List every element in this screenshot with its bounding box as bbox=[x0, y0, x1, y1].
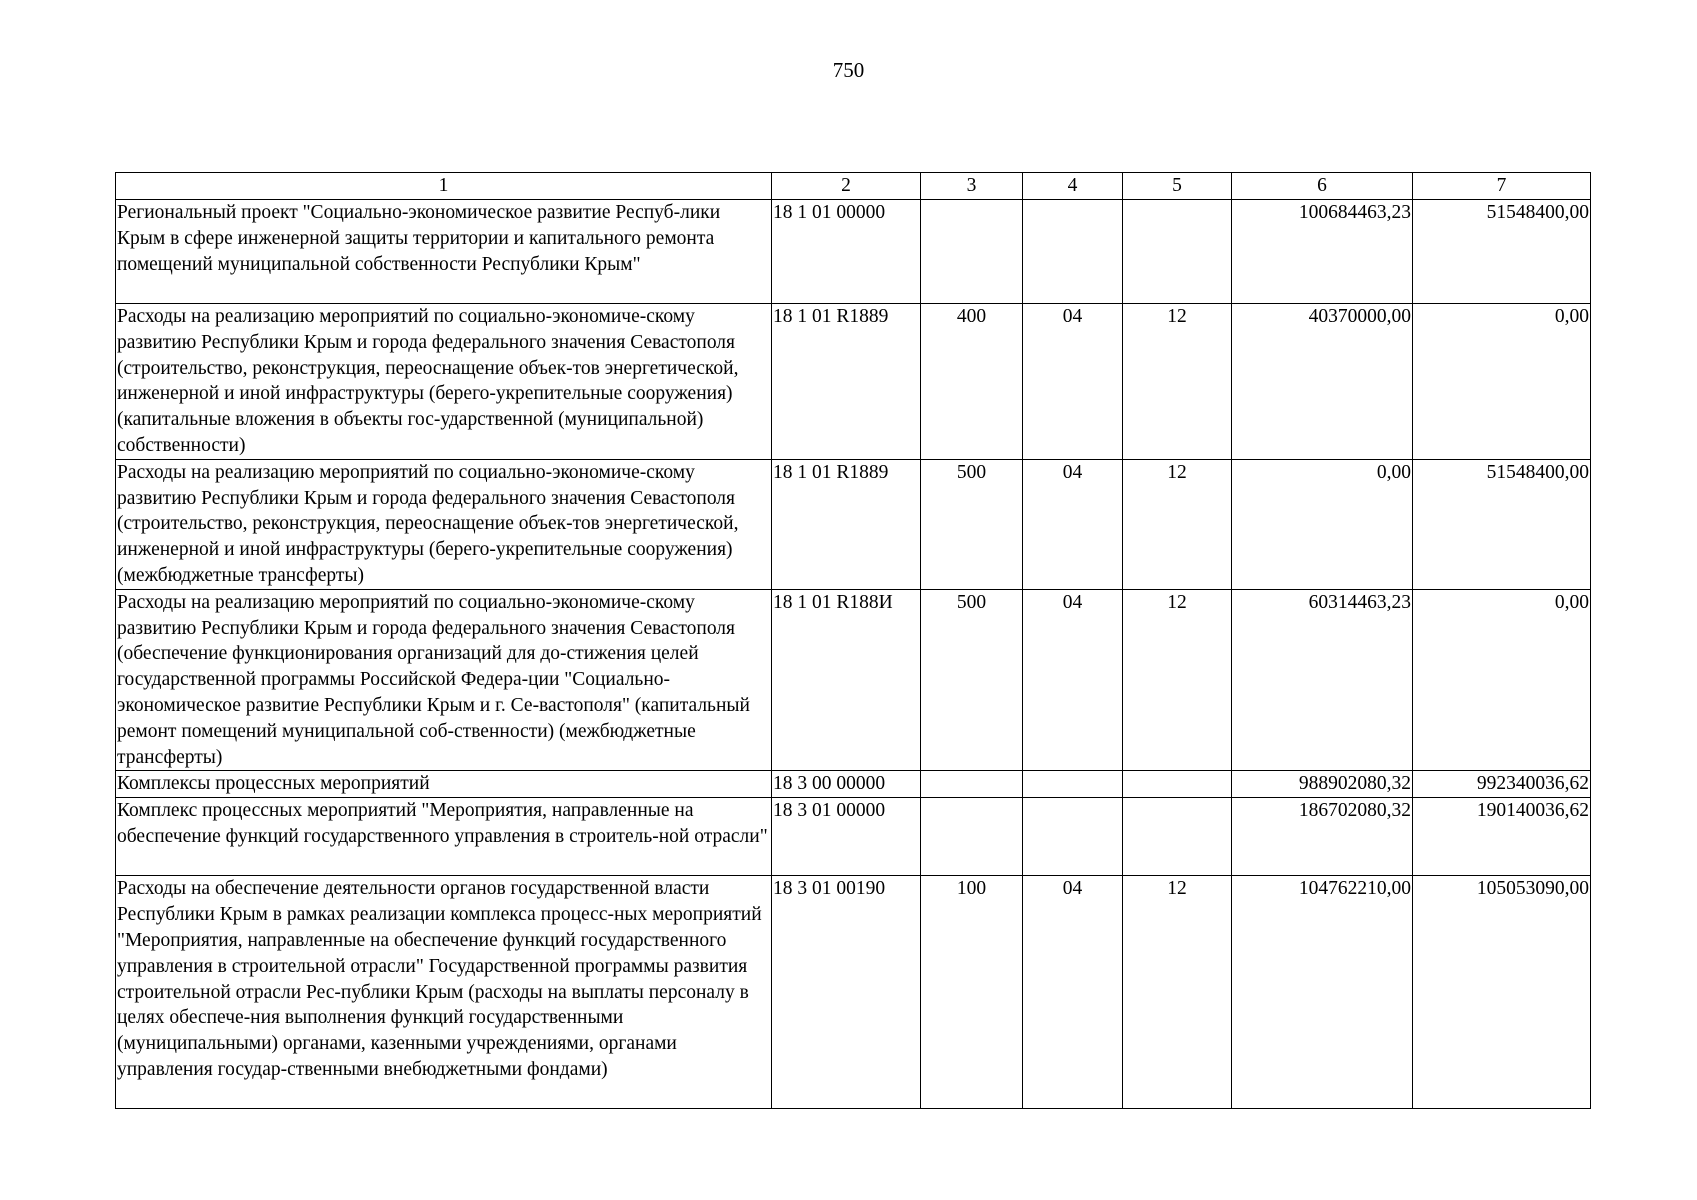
row-col3-cell: 500 bbox=[921, 459, 1023, 589]
row-col7-cell: 105053090,00 bbox=[1413, 876, 1591, 1109]
table-row bbox=[116, 798, 1591, 876]
row-col5-cell: 12 bbox=[1123, 304, 1232, 460]
table-header-row bbox=[116, 173, 1591, 200]
column-header: 5 bbox=[1123, 173, 1232, 200]
table-row bbox=[116, 200, 1591, 304]
column-header: 1 bbox=[116, 173, 772, 200]
row-code-cell: 18 3 01 00190 bbox=[772, 876, 921, 1109]
budget-table bbox=[115, 172, 1591, 1109]
row-col7-cell: 190140036,62 bbox=[1413, 798, 1591, 876]
row-col5-cell bbox=[1123, 200, 1232, 304]
row-col4-cell bbox=[1023, 200, 1123, 304]
row-col3-cell bbox=[921, 771, 1023, 798]
row-name-cell: Расходы на реализацию мероприятий по социально-экономиче-скому развитию Республики Крым и города федерального значения Севастополя (строительство, реконструкция, переоснащение объек-тов энергетической, инженерной и иной инфраструктуры (берего-укрепительные сооружения) (межбюджетные трансферты) bbox=[116, 459, 772, 589]
page-number: 750 bbox=[832, 58, 865, 82]
row-code-cell: 18 1 01 R1889 bbox=[772, 459, 921, 589]
row-code-cell: 18 1 01 R1889 bbox=[772, 304, 921, 460]
row-col6-cell: 60314463,23 bbox=[1232, 589, 1413, 771]
row-col7-cell: 51548400,00 bbox=[1413, 200, 1591, 304]
row-col6-cell: 186702080,32 bbox=[1232, 798, 1413, 876]
row-col7-cell: 0,00 bbox=[1413, 304, 1591, 460]
column-header: 6 bbox=[1232, 173, 1413, 200]
row-col5-cell bbox=[1123, 771, 1232, 798]
row-col4-cell: 04 bbox=[1023, 459, 1123, 589]
row-col5-cell: 12 bbox=[1123, 459, 1232, 589]
row-col3-cell bbox=[921, 200, 1023, 304]
row-col6-cell: 40370000,00 bbox=[1232, 304, 1413, 460]
row-col3-cell bbox=[921, 798, 1023, 876]
table-row bbox=[116, 876, 1591, 1109]
row-col3-cell: 400 bbox=[921, 304, 1023, 460]
row-col7-cell: 51548400,00 bbox=[1413, 459, 1591, 589]
row-col5-cell bbox=[1123, 798, 1232, 876]
row-col3-cell: 100 bbox=[921, 876, 1023, 1109]
row-name-cell: Комплексы процессных мероприятий bbox=[116, 771, 772, 798]
row-col6-cell: 100684463,23 bbox=[1232, 200, 1413, 304]
table-row bbox=[116, 771, 1591, 798]
table-row bbox=[116, 304, 1591, 460]
column-header: 2 bbox=[772, 173, 921, 200]
row-col6-cell: 104762210,00 bbox=[1232, 876, 1413, 1109]
table-row bbox=[116, 589, 1591, 771]
row-col4-cell: 04 bbox=[1023, 876, 1123, 1109]
row-col5-cell: 12 bbox=[1123, 876, 1232, 1109]
row-col4-cell bbox=[1023, 798, 1123, 876]
row-col6-cell: 0,00 bbox=[1232, 459, 1413, 589]
row-col7-cell: 0,00 bbox=[1413, 589, 1591, 771]
column-header: 7 bbox=[1413, 173, 1591, 200]
row-code-cell: 18 3 00 00000 bbox=[772, 771, 921, 798]
row-name-cell: Расходы на реализацию мероприятий по социально-экономиче-скому развитию Республики Крым и города федерального значения Севастополя (обеспечение функционирования организаций для до-стижения целей государственной программы Российской Федера-ции "Социально-экономическое развитие Республики Крым и г. Се-вастополя" (капитальный ремонт помещений муниципальной соб-ственности) (межбюджетные трансферты) bbox=[116, 589, 772, 771]
row-code-cell: 18 3 01 00000 bbox=[772, 798, 921, 876]
row-col3-cell: 500 bbox=[921, 589, 1023, 771]
column-header: 4 bbox=[1023, 173, 1123, 200]
row-code-cell: 18 1 01 R188И bbox=[772, 589, 921, 771]
row-col7-cell: 992340036,62 bbox=[1413, 771, 1591, 798]
row-col5-cell: 12 bbox=[1123, 589, 1232, 771]
row-code-cell: 18 1 01 00000 bbox=[772, 200, 921, 304]
row-col4-cell: 04 bbox=[1023, 589, 1123, 771]
row-col4-cell: 04 bbox=[1023, 304, 1123, 460]
row-name-cell: Расходы на обеспечение деятельности органов государственной власти Республики Крым в рамках реализации комплекса процесс-ных мероприятий "Мероприятия, направленные на обеспечение функций государственного управления в строительной отрасли" Государственной программы развития строительной отрасли Рес-публики Крым (расходы на выплаты персоналу в целях обеспече-ния выполнения функций государственными (муниципальными) органами, казенными учреждениями, органами управления государ-ственными внебюджетными фондами) bbox=[116, 876, 772, 1109]
row-col4-cell bbox=[1023, 771, 1123, 798]
row-name-cell: Расходы на реализацию мероприятий по социально-экономиче-скому развитию Республики Крым и города федерального значения Севастополя (строительство, реконструкция, переоснащение объек-тов энергетической, инженерной и иной инфраструктуры (берего-укрепительные сооружения) (капитальные вложения в объекты гос-ударственной (муниципальной) собственности) bbox=[116, 304, 772, 460]
table-row bbox=[116, 459, 1591, 589]
column-header: 3 bbox=[921, 173, 1023, 200]
row-name-cell: Региональный проект "Социально-экономическое развитие Респуб-лики Крым в сфере инженерной защиты территории и капитального ремонта помещений муниципальной собственности Республики Крым" bbox=[116, 200, 772, 304]
row-col6-cell: 988902080,32 bbox=[1232, 771, 1413, 798]
row-name-cell: Комплекс процессных мероприятий "Мероприятия, направленные на обеспечение функций государственного управления в строитель-ной отрасли" bbox=[116, 798, 772, 876]
